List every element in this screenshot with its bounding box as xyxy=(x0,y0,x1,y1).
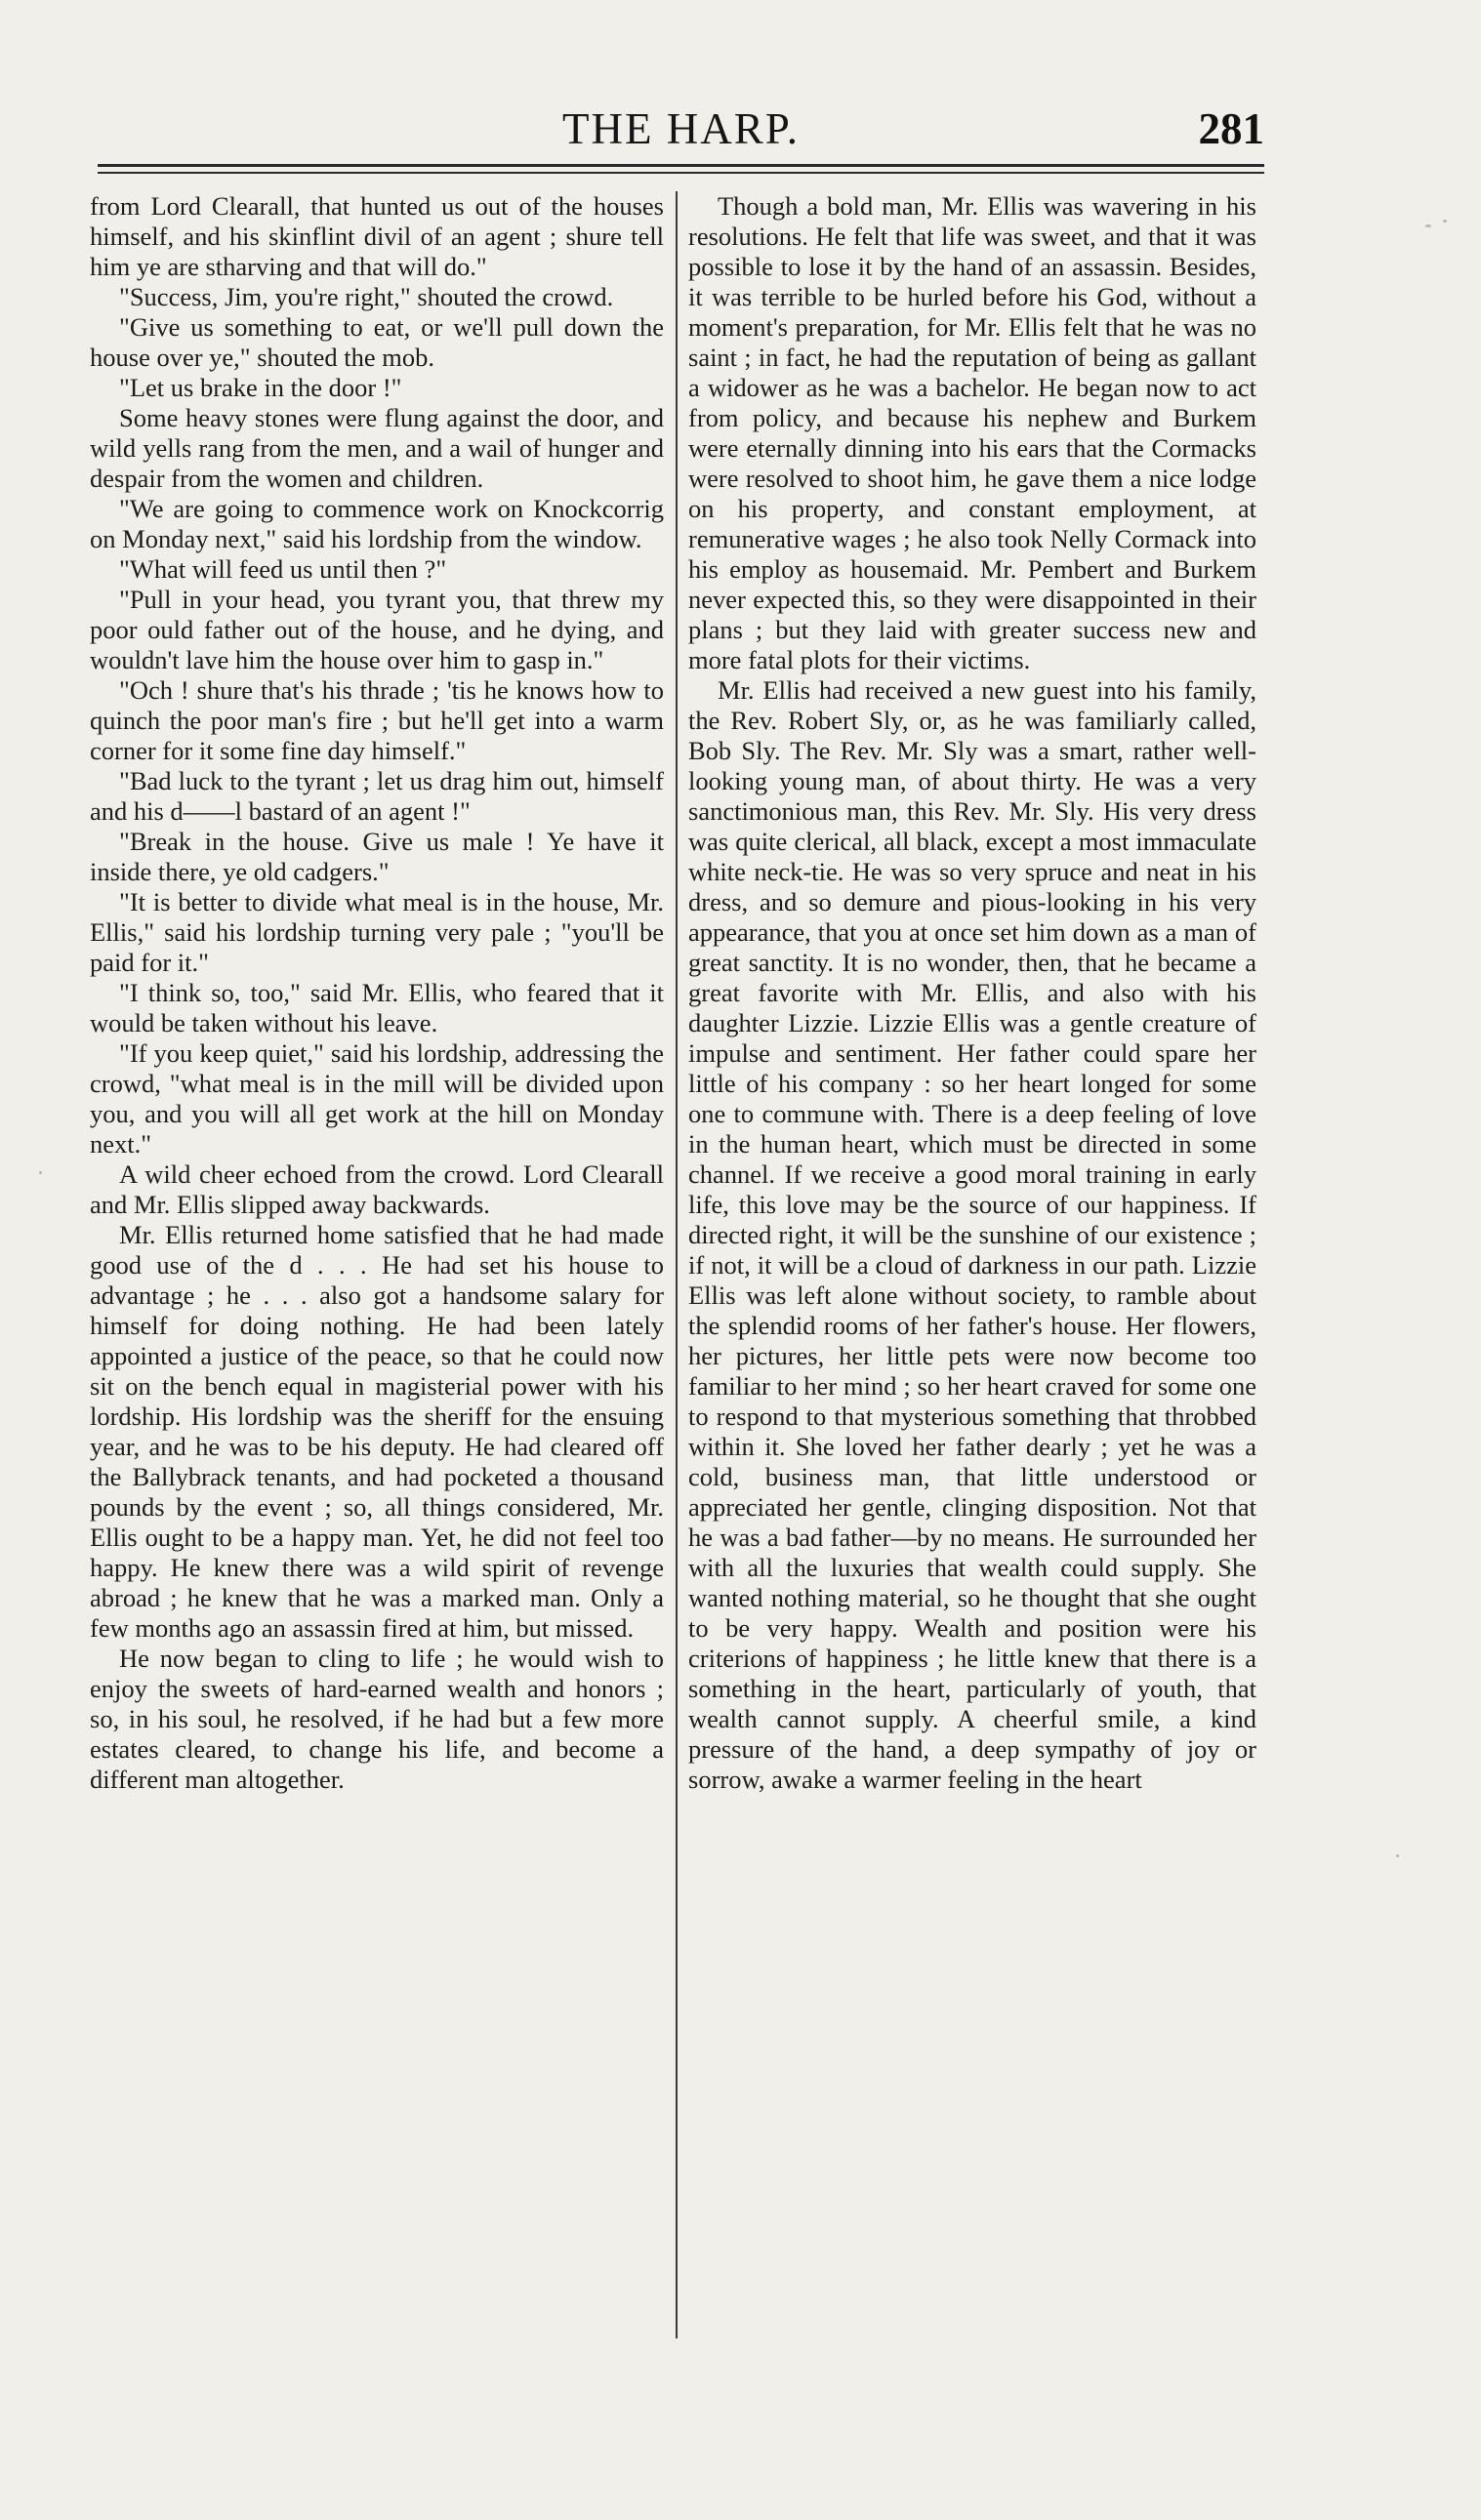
paragraph: "Pull in your head, you tyrant you, that threw my poor ould father out of the house, and he dying, and wouldn't lave him the house over him to gasp in." xyxy=(90,585,664,674)
running-title: THE HARP. xyxy=(561,104,801,153)
paragraph: He now began to cling to life ; he would wish to enjoy the sweets of hard-earned wealth and honors ; so, in his soul, he resolved, if he had but a few more estates cleared, to change his life, and become a different man altogether. xyxy=(90,1644,664,1794)
paragraph: "Break in the house. Give us male ! Ye have it inside there, ye old cadgers." xyxy=(90,827,664,886)
paragraph: A wild cheer echoed from the crowd. Lord Clearall and Mr. Ellis slipped away backwards. xyxy=(90,1159,664,1219)
paragraph: Mr. Ellis had received a new guest into his family, the Rev. Robert Sly, or, as he was familiarly called, Bob Sly. The Rev. Mr. Sly was a smart, rather well-looking young man, of about thirty. He was a very sanctimonious man, this Rev. Mr. Sly. His very dress was quite clerical, all black, except a most immaculate white neck-tie. He was so very spruce and neat in his dress, and so demure and pious-looking in his very appearance, that you at once set him down as a man of great sanctity. It is no wonder, then, that he became a great favorite with Mr. Ellis, and also with his daughter Lizzie. Lizzie Ellis was a gentle creature of impulse and sentiment. Her father could spare her little of his company : so her heart longed for some one to commune with. There is a deep feeling of love in the human heart, which must be directed in some channel. If we receive a good moral training in early life, this love may be the source of our happiness. If directed right, it will be the sunshine of our existence ; if not, it will be a cloud of darkness in our path. Lizzie Ellis was left alone without society, to ramble about the splendid rooms of her father's house. Her flowers, her pictures, her little pets were now become too familiar to her mind ; so her heart craved for some one to respond to that mysterious something that throbbed within it. She loved her father dearly ; yet he was a cold, business man, that little understood or appreciated her gentle, clinging disposition. Not that he was a bad father—by no means. He surrounded her with all the luxuries that wealth could supply. She wanted nothing material, so he thought that she ought to be very happy. Wealth and position were his criterions of happiness ; he little knew that there is a something in the heart, particularly of youth, that wealth cannot supply. A cheerful smile, a kind pressure of the hand, a deep sympathy of joy or sorrow, awake a warmer feeling in the heart xyxy=(688,675,1256,1794)
page-header xyxy=(98,98,1264,156)
right-column xyxy=(688,191,1256,2348)
column-divider xyxy=(676,191,678,2338)
paragraph: "I think so, too," said Mr. Ellis, who feared that it would be taken without his leave. xyxy=(90,978,664,1037)
paragraph: Some heavy stones were flung against the door, and wild yells rang from the men, and a wail of hunger and despair from the women and children. xyxy=(90,403,664,493)
paper-speck xyxy=(39,1171,42,1174)
paper-speck xyxy=(1443,220,1447,223)
paragraph: "If you keep quiet," said his lordship, addressing the crowd, "what meal is in the mill will be divided upon you, and you will all get work at the hill on Monday next." xyxy=(90,1038,664,1158)
paragraph: Though a bold man, Mr. Ellis was wavering in his resolutions. He felt that life was sweet, and that it was possible to lose it by the hand of an assassin. Besides, it was terrible to be hurled before his God, without a moment's preparation, for Mr. Ellis felt that he was no saint ; in fact, he had the reputation of being as gallant a widower as he was a bachelor. He began now to act from policy, and because his nephew and Burkem were eternally dinning into his ears that the Cormacks were resolved to shoot him, he gave them a nice lodge on his property, and constant employment, at remunerative wages ; he also took Nelly Cormack into his employ as housemaid. Mr. Pembert and Burkem never expected this, so they were disappointed in their plans ; but they laid with greater success new and more fatal plots for their victims. xyxy=(688,191,1256,674)
paragraph: "Och ! shure that's his thrade ; 'tis he knows how to quinch the poor man's fire ; but he'll get into a warm corner for it some fine day himself." xyxy=(90,675,664,765)
paragraph: "Give us something to eat, or we'll pull down the house over ye," shouted the mob. xyxy=(90,312,664,372)
paragraph: from Lord Clearall, that hunted us out of the houses himself, and his skinflint divil of an agent ; shure tell him ye are stharving and that will do." xyxy=(90,191,664,281)
paragraph: "Success, Jim, you're right," shouted the crowd. xyxy=(119,282,614,311)
paragraph: "It is better to divide what meal is in the house, Mr. Ellis," said his lordship turning very pale ; "you'll be paid for it." xyxy=(90,887,664,977)
paragraph: "Let us brake in the door !" xyxy=(119,373,402,402)
paragraph: Mr. Ellis returned home satisfied that he had made good use of the d . . . He had set his house to advantage ; he . . . also got a handsome salary for himself for doing nothing. He had been lately appointed a justice of the peace, so that he could now sit on the bench equal in magisterial power with his lordship. His lordship was the sheriff for the ensuing year, and he was to be his deputy. He had cleared off the Ballybrack tenants, and had pocketed a thousand pounds by the event ; so, all things considered, Mr. Ellis ought to be a happy man. Yet, he did not feel too happy. He knew there was a wild spirit of revenge abroad ; he knew that he was a marked man. Only a few months ago an assassin fired at him, but missed. xyxy=(90,1220,664,1643)
paper-speck xyxy=(1425,224,1431,227)
paragraph: "Bad luck to the tyrant ; let us drag him out, himself and his d——l bastard of an agent !" xyxy=(90,766,664,826)
paragraph: "We are going to commence work on Knockcorrig on Monday next," said his lordship from the window. xyxy=(90,494,664,553)
paragraph: "What will feed us until then ?" xyxy=(119,554,447,584)
header-rule-top xyxy=(98,164,1264,167)
left-column xyxy=(90,191,664,2348)
paper-speck xyxy=(1396,1854,1399,1857)
page-number: 281 xyxy=(1198,104,1264,153)
header-rule-bottom xyxy=(98,172,1264,174)
